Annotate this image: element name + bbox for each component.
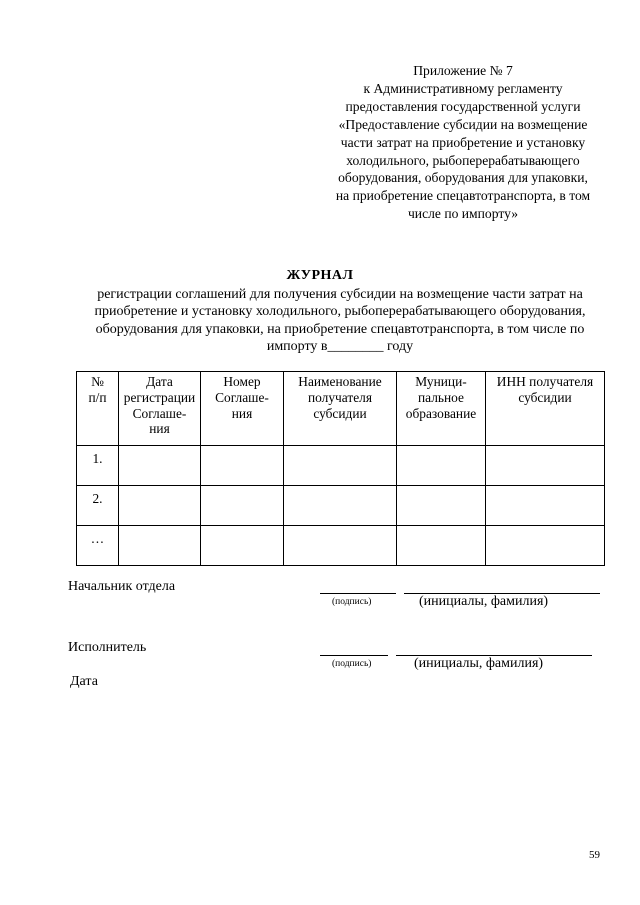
table-header-row (77, 372, 605, 446)
table-cell (201, 526, 284, 566)
table-cell (486, 526, 605, 566)
executor-signature-note: (подпись) (332, 659, 372, 669)
appendix-line: части затрат на приобретение и установку (340, 134, 586, 150)
appendix-line: на приобретение спецавтотранспорта, в том (335, 188, 591, 204)
table-cell (201, 446, 284, 486)
table-cell (397, 486, 486, 526)
appendix-header (318, 62, 608, 223)
head-signature-line (320, 593, 396, 594)
registration-table (76, 371, 605, 566)
journal-subtitle (60, 286, 620, 356)
date-label: Дата (70, 674, 98, 689)
table-cell (284, 446, 397, 486)
header-cell-registration-date: Дата регистрации Соглаше- ния (119, 372, 201, 446)
header-cell-municipality: Муници- пальное образование (397, 372, 486, 446)
table-cell (284, 486, 397, 526)
appendix-line: Приложение № 7 (413, 63, 513, 78)
table-cell (119, 526, 201, 566)
table-row (77, 526, 605, 566)
head-of-department-label: Начальник отдела (68, 579, 176, 594)
appendix-line: к Административному регламенту (363, 80, 563, 96)
table-cell (486, 446, 605, 486)
header-cell-recipient-name: Наименование получателя субсидии (284, 372, 397, 446)
table-cell (119, 446, 201, 486)
appendix-line: оборудования, оборудования для упаковки, (338, 170, 588, 186)
journal-subtitle-line: оборудования для упаковки, на приобретение спецавтотранспорта, в том числе по (95, 321, 585, 337)
table-row (77, 446, 605, 486)
table-cell-number: 2. (77, 486, 119, 526)
executor-initials-note: (инициалы, фамилия) (414, 656, 544, 671)
journal-subtitle-line: импорту в________ году (266, 339, 414, 355)
table-cell (201, 486, 284, 526)
table-row (77, 486, 605, 526)
journal-subtitle-line: регистрации соглашений для получения субсидии на возмещение части затрат на (97, 287, 583, 302)
table-cell (397, 446, 486, 486)
head-signature-note: (подпись) (332, 597, 372, 607)
journal-subtitle-line: приобретение и установку холодильного, рыбоперерабатывающего оборудования, (94, 304, 586, 320)
executor-label: Исполнитель (68, 640, 147, 655)
appendix-line: числе по импорту» (407, 206, 519, 222)
page-number: 59 (589, 849, 600, 861)
appendix-line: холодильного, рыбоперерабатывающего (346, 152, 580, 168)
table-cell-number: … (77, 526, 119, 566)
appendix-line: предоставления государственной услуги (345, 98, 581, 114)
head-initials-note: (инициалы, фамилия) (419, 594, 549, 609)
table-cell (119, 486, 201, 526)
appendix-line: «Предоставление субсидии на возмещение (338, 116, 588, 132)
table-cell-number: 1. (77, 446, 119, 486)
table-cell (486, 486, 605, 526)
header-cell-inn: ИНН получателя субсидии (486, 372, 605, 446)
journal-title: ЖУРНАЛ (286, 268, 354, 283)
header-cell-number: № п/п (77, 372, 119, 446)
executor-signature-line (320, 655, 388, 656)
header-cell-agreement-number: Номер Соглаше- ния (201, 372, 284, 446)
table-cell (397, 526, 486, 566)
table-cell (284, 526, 397, 566)
